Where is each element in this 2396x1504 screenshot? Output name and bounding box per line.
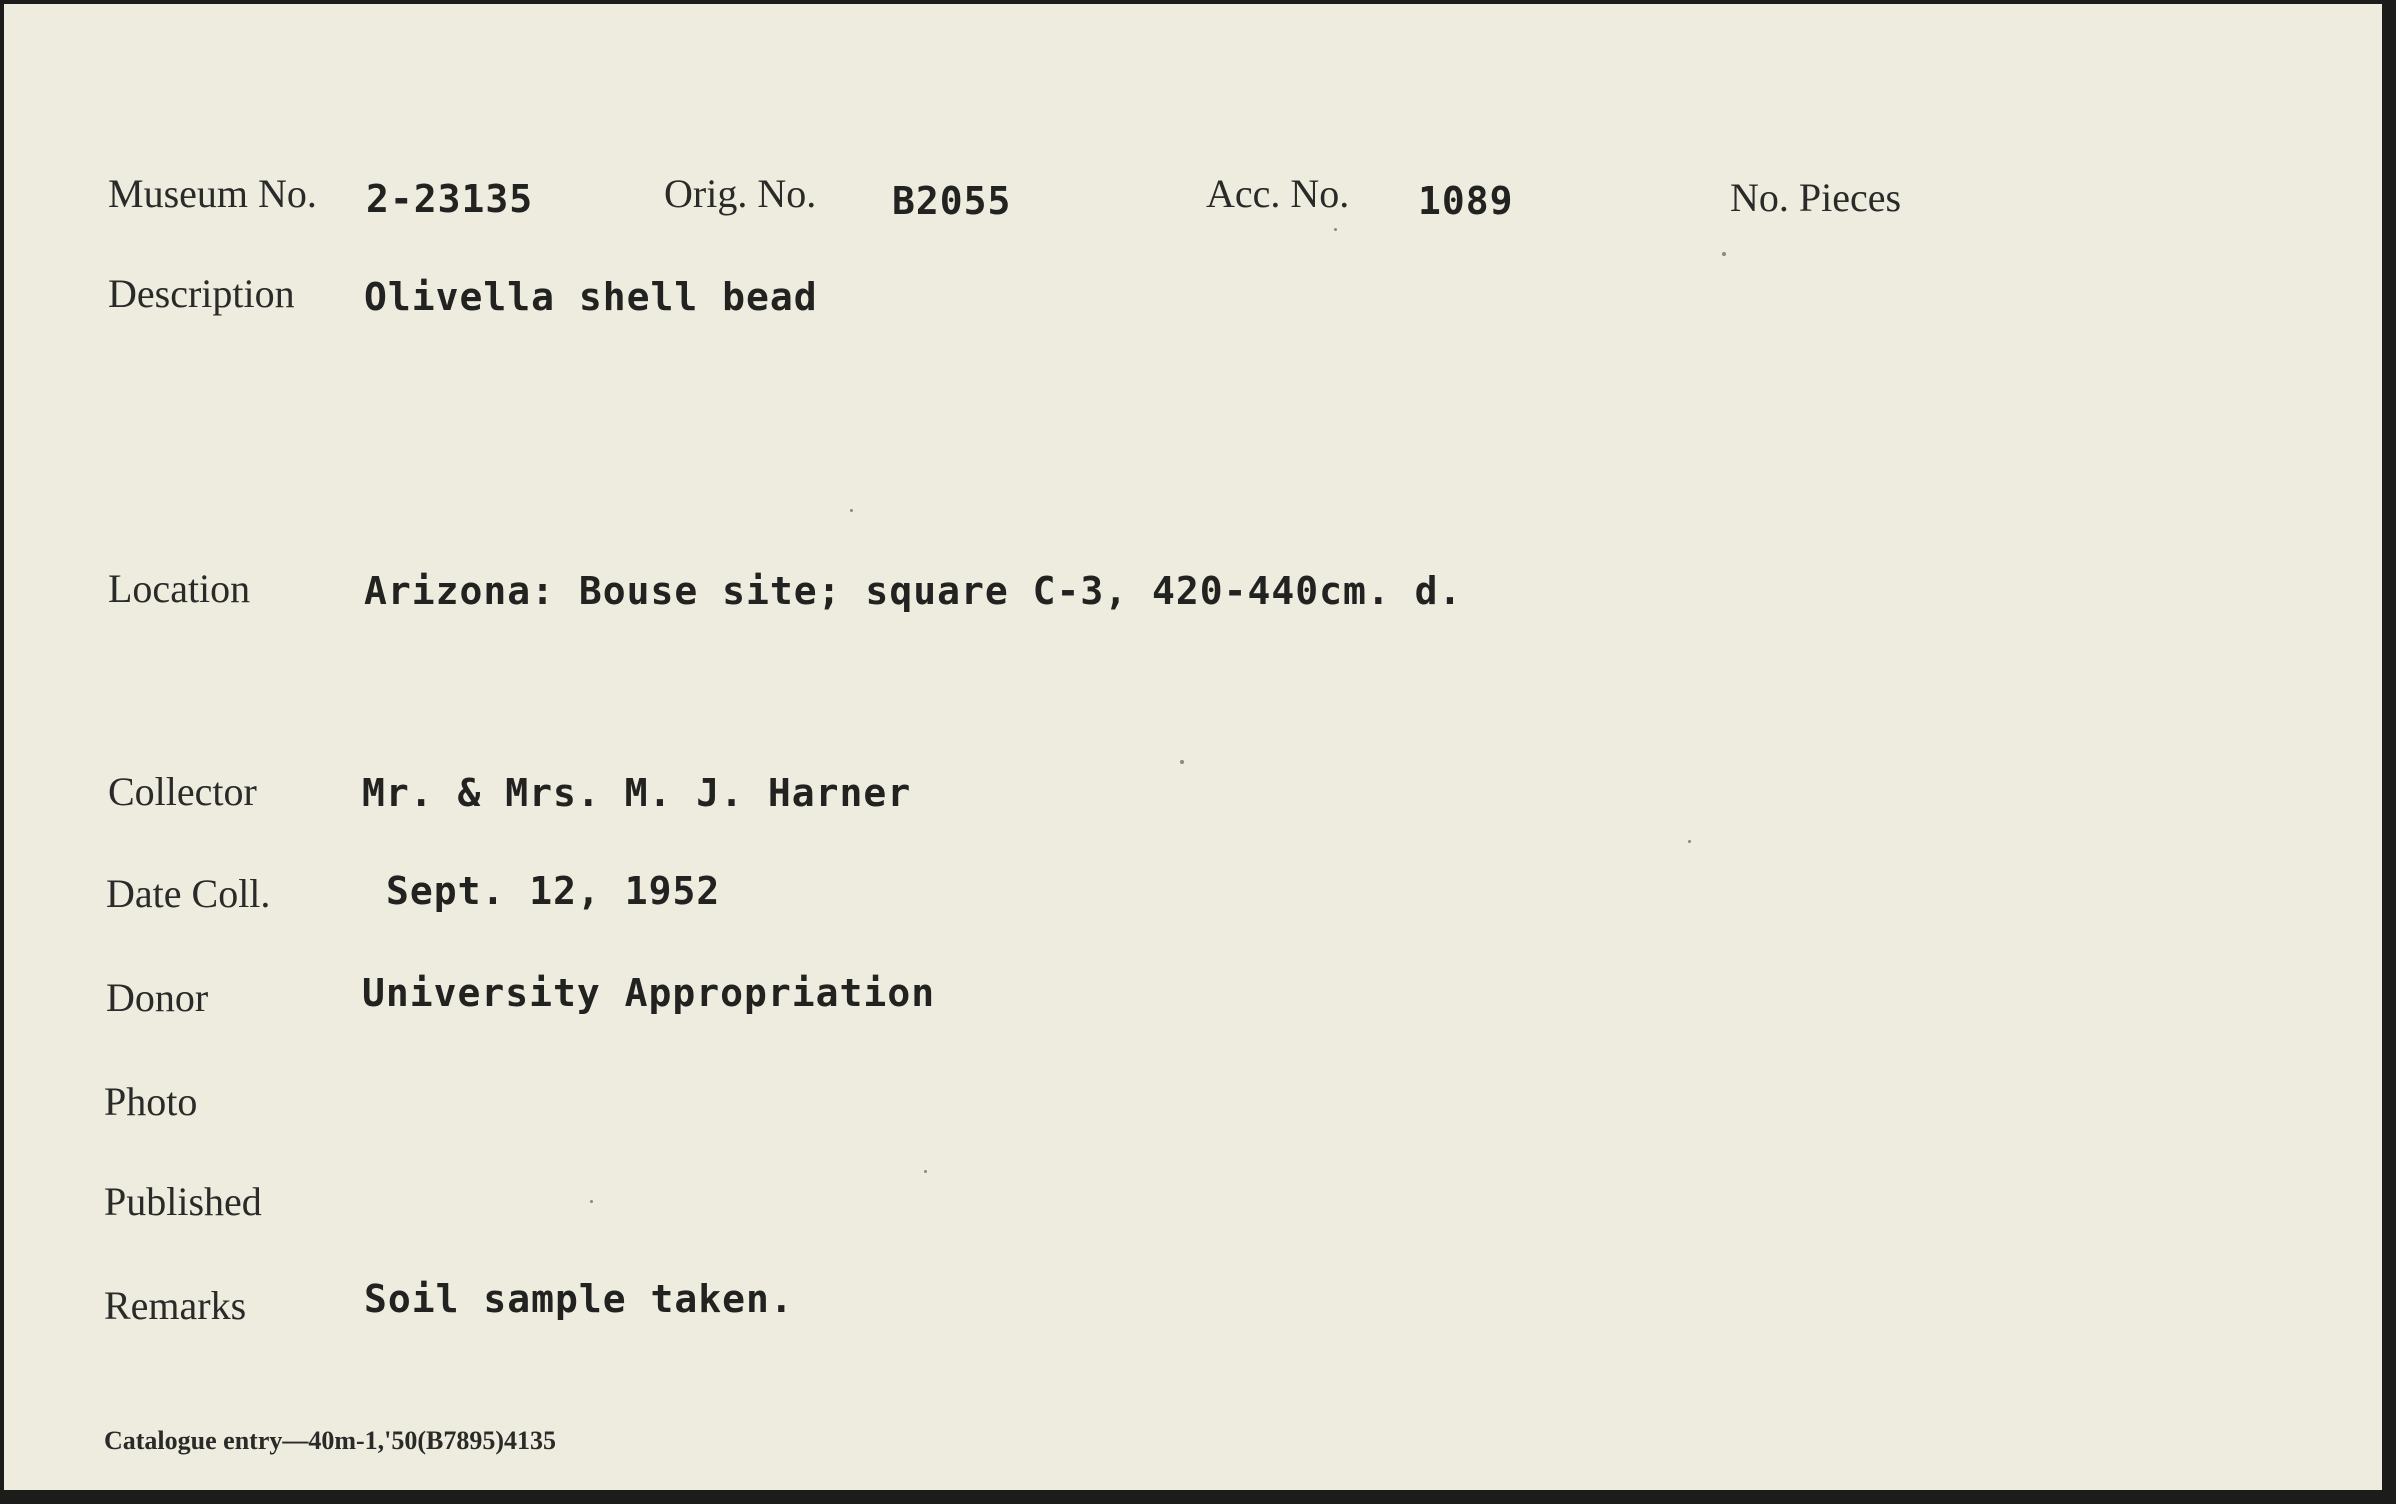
acc-no-value: 1089	[1418, 179, 1514, 223]
collector-value: Mr. & Mrs. M. J. Harner	[362, 771, 912, 815]
remarks-label: Remarks	[104, 1283, 247, 1328]
published-label: Published	[104, 1179, 262, 1224]
paper-speck	[924, 1170, 927, 1173]
location-label: Location	[108, 566, 251, 611]
description-label: Description	[108, 271, 295, 316]
acc-no-label: Acc. No.	[1206, 171, 1350, 216]
no-pieces-label: No. Pieces	[1730, 175, 1902, 220]
museum-no-value: 2-23135	[366, 177, 534, 221]
donor-label: Donor	[106, 975, 209, 1020]
paper-speck	[1688, 840, 1691, 843]
location-value: Arizona: Bouse site; square C-3, 420-440cm. d.	[364, 569, 1463, 613]
orig-no-label: Orig. No.	[664, 171, 817, 216]
date-coll-label: Date Coll.	[106, 871, 271, 916]
catalogue-entry-footer: Catalogue entry—40m-1,'50(B7895)4135	[104, 1426, 557, 1455]
paper-speck	[590, 1200, 593, 1203]
paper-speck	[1180, 760, 1184, 764]
description-value: Olivella shell bead	[364, 275, 818, 319]
paper-speck	[850, 509, 853, 512]
collector-label: Collector	[108, 769, 257, 814]
date-coll-value: Sept. 12, 1952	[386, 869, 721, 913]
photo-label: Photo	[104, 1079, 198, 1124]
paper-speck	[1334, 228, 1337, 231]
donor-value: University Appropriation	[362, 971, 936, 1015]
remarks-value: Soil sample taken.	[364, 1277, 794, 1321]
orig-no-value: B2055	[892, 179, 1012, 223]
museum-no-label: Museum No.	[108, 171, 317, 216]
paper-speck	[1722, 252, 1726, 256]
